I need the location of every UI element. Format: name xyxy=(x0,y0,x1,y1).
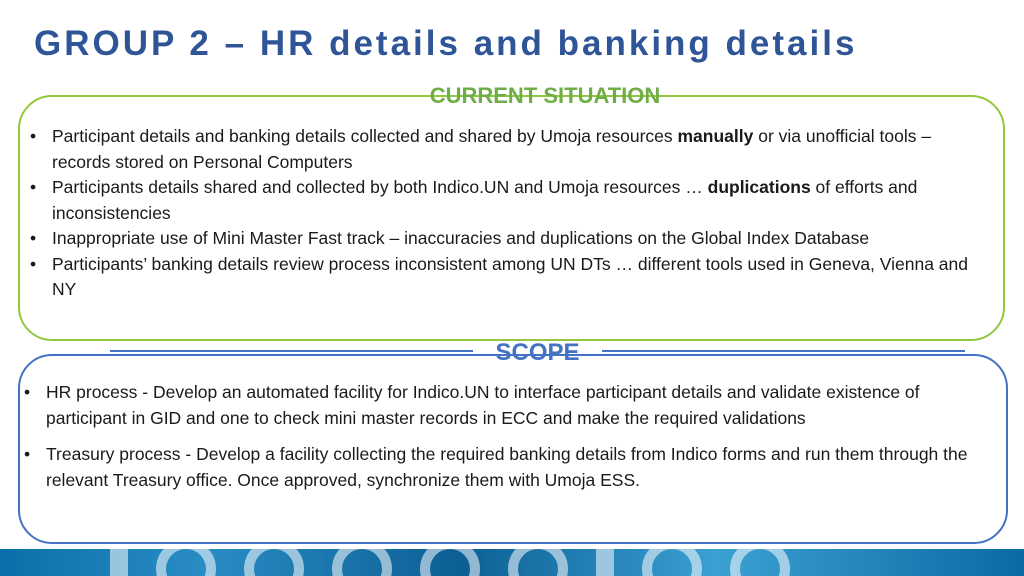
current-situation-heading: CURRENT SITUATION xyxy=(429,83,661,108)
slide-title: GROUP 2 – HR details and banking details xyxy=(34,24,858,63)
scope-item-1: • HR process - Develop an automated facility for Indico.UN to interface participant details and validate existence of participant in GID and one to check mini master records in ECC and make the required validations xyxy=(24,382,920,428)
situation-item-4: • Participants’ banking details review process inconsistent among UN DTs … different tools used in Geneva, Vienna and NY xyxy=(30,253,969,299)
scope-list xyxy=(24,380,996,504)
scope-heading: SCOPE xyxy=(495,339,580,366)
bullet-icon: • xyxy=(30,253,37,274)
situation-item-2: • Participants details shared and collected by both Indico.UN and Umoja resources … duplications of efforts and inconsistencies xyxy=(30,177,918,223)
scope-item-2: • Treasury process - Develop a facility collecting the required banking details from Indico forms and run them through the relevant Treasury office. Once approved, synchronize them with Umoja ESS. xyxy=(24,444,968,490)
footer-decorative-logo xyxy=(110,549,790,576)
current-situation-list xyxy=(30,124,982,303)
current-situation-heading-bar xyxy=(124,82,966,110)
scope-heading-bar xyxy=(110,338,965,368)
bullet-icon: • xyxy=(24,382,31,402)
situation-item-3: • Inappropriate use of Mini Master Fast track – inaccuracies and duplications on the Global Index Database xyxy=(52,226,982,252)
heading-rule-left xyxy=(124,95,408,97)
footer-banner xyxy=(0,549,1024,576)
bullet-icon: • xyxy=(24,444,31,464)
heading-rule-right xyxy=(602,350,965,356)
bullet-icon: • xyxy=(30,228,37,248)
heading-rule-left xyxy=(110,350,473,356)
situation-item-1: • Participant details and banking details collected and shared by Umoja resources manually or via unofficial tools – records stored on Personal Computers xyxy=(30,126,932,172)
heading-rule-right xyxy=(682,95,966,97)
bullet-icon: • xyxy=(30,177,37,197)
bullet-icon: • xyxy=(30,126,37,146)
